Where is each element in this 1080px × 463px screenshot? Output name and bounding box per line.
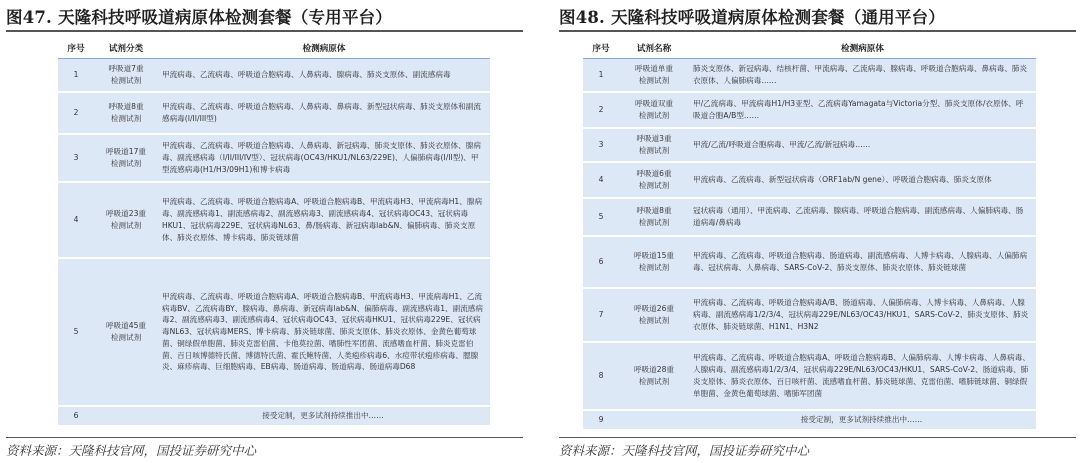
row-name: 呼吸道23重 检测试剂 — [94, 182, 158, 258]
row-name: 呼吸道7重 检测试剂 — [94, 58, 158, 92]
table-row — [58, 58, 490, 92]
right-header-name: 试剂名称 — [619, 42, 689, 58]
row-num: 6 — [583, 236, 619, 288]
row-pathogens: 甲流病毒、乙流病毒、呼吸道合胞病毒A、呼吸道合胞病毒B、人偏肺病毒、人博卡病毒、人鼻病毒、人腺病毒、副流感病毒1/2/3/4、冠状病毒229E/NL63/OC43/HKU1、SARS-CoV-2、肠道病毒、肺炎支原体、肺炎衣原体、百日咳杆菌、流感嗜血杆菌、肺炎链球菌、克雷伯菌、嗜肺链球菌、铜绿假单胞菌、金黄色葡萄球菌、嗜肺军团菌 — [689, 342, 1036, 410]
row-pathogens: 甲流病毒、乙流病毒、呼吸道合胞病毒、人鼻病毒、新冠病毒、肺炎支原体、肺炎衣原体、腺病毒、副流感病毒（I/II/III/IV型）、冠状病毒(OC43/HKU1/NL63/229E)、人偏肺病毒(I/II型)、甲型流感病毒(H1/H3/09H1)和博卡病毒 — [158, 134, 490, 182]
right-figure-title: 图48. 天隆科技呼吸道病原体检测套餐（通用平台） — [559, 8, 945, 27]
row-num: 3 — [583, 128, 619, 162]
right-table-header-row — [583, 42, 1036, 58]
table-row — [58, 134, 490, 182]
table-row — [58, 258, 490, 406]
row-name: 呼吸道3重 检测试剂 — [619, 128, 689, 162]
table-row — [583, 92, 1036, 128]
row-num: 5 — [583, 198, 619, 236]
right-header-pathogens: 检测病原体 — [689, 42, 1036, 58]
table-row — [58, 182, 490, 258]
left-footer-rule — [6, 437, 523, 438]
row-name: 呼吸道26重 检测试剂 — [619, 288, 689, 342]
row-num: 3 — [58, 134, 94, 182]
table-row — [58, 92, 490, 134]
table-row — [58, 406, 490, 426]
table-row — [583, 342, 1036, 410]
row-pathogens: 甲流病毒、乙流病毒、呼吸道合胞病毒、肠道病毒、副流感病毒、人博卡病毒、人腺病毒、人偏肺病毒、冠状病毒、人鼻病毒、SARS-CoV-2、肺炎支原体、肺炎衣原体、肺炎链球菌 — [689, 236, 1036, 288]
row-pathogens: 甲流病毒、乙流病毒、呼吸道合胞病毒A、呼吸道合胞病毒B、甲流病毒H3、甲流病毒H1、乙流病毒BV、乙流病毒BY、腺病毒、鼻病毒、新冠病毒lab&N、偏肺病毒、副流感病毒1、副流感病毒2、副流感病毒3、副流感病毒4、冠状病毒OC43、冠状病毒HKU1、冠状病毒229E、冠状病毒NL63、冠状病毒MERS、博卡病毒、肺炎链球菌、肺炎支原体、肺炎衣原体、金黄色葡萄球菌、铜绿假单胞菌、肺炎克雷伯菌、卡他莫拉菌、嗜肺性军团菌、流感嗜血杆菌、肺炎克雷伯菌、百日咳博德特氏菌、博德特氏菌、霍氏鲍特菌、人类疱疹病毒6、水痘带状疱疹病毒、腮腺炎、麻疹病毒、巨细胞病毒、EB病毒、肠道病毒、肠道病毒、肠道病毒D68 — [158, 258, 490, 406]
right-title-rule — [559, 30, 1076, 32]
row-name: 呼吸道17重 检测试剂 — [94, 134, 158, 182]
row-name: 呼吸道8重 检测试剂 — [619, 198, 689, 236]
row-pathogens: 甲流病毒、乙流病毒、呼吸道合胞病毒、人鼻病毒、鼻病毒、新型冠状病毒、肺炎支原体和副流感病毒(I/II/III型) — [158, 92, 490, 134]
right-test-table — [583, 42, 1036, 431]
row-pathogens: 甲流病毒、乙流病毒、新型冠状病毒（ORF1ab/N gene）、呼吸道合胞病毒、肺炎支原体 — [689, 162, 1036, 198]
left-test-table — [58, 42, 490, 427]
row-num: 2 — [58, 92, 94, 134]
row-num: 8 — [583, 342, 619, 410]
row-name — [619, 410, 689, 430]
row-pathogens: 甲流/乙流/呼吸道合胞病毒、甲流/乙流/新冠病毒…… — [689, 128, 1036, 162]
row-pathogens: 甲/乙流病毒、甲流病毒H1/H3亚型、乙流病毒Yamagata与Victoria分型、肺炎支原体/衣原体、呼吸道合胞A/B型…… — [689, 92, 1036, 128]
row-pathogens: 接受定制，更多试剂持续推出中…… — [689, 410, 1036, 430]
row-pathogens: 冠状病毒（通用）、甲流病毒、乙流病毒、腺病毒、呼吸道合胞病毒、副流感病毒、人偏肺病毒、肠道病毒/鼻病毒 — [689, 198, 1036, 236]
row-name: 呼吸道8重 检测试剂 — [94, 92, 158, 134]
table-row — [583, 288, 1036, 342]
row-num: 6 — [58, 406, 94, 426]
right-header-num: 序号 — [583, 42, 619, 58]
left-header-category: 试剂分类 — [94, 42, 158, 58]
row-num: 1 — [58, 58, 94, 92]
row-pathogens: 肺炎支原体、新冠病毒、结核杆菌、甲流病毒、乙流病毒、腺病毒、呼吸道合胞病毒、鼻病毒、肺炎衣原体、人偏肺病毒…… — [689, 58, 1036, 92]
left-source-note: 资料来源：天隆科技官网，国投证券研究中心 — [6, 443, 257, 458]
left-figure-panel — [0, 0, 527, 463]
row-name — [94, 406, 158, 426]
right-figure-panel — [553, 0, 1080, 463]
row-name: 呼吸道15重 检测试剂 — [619, 236, 689, 288]
table-row — [583, 128, 1036, 162]
table-row — [583, 236, 1036, 288]
left-header-pathogens: 检测病原体 — [158, 42, 490, 58]
row-name: 呼吸道45重 检测试剂 — [94, 258, 158, 406]
table-row — [583, 162, 1036, 198]
row-num: 4 — [58, 182, 94, 258]
left-table-header-row — [58, 42, 490, 58]
table-row — [583, 198, 1036, 236]
right-source-note: 资料来源：天隆科技官网，国投证券研究中心 — [559, 443, 810, 458]
row-name: 呼吸道6重 检测试剂 — [619, 162, 689, 198]
row-num: 4 — [583, 162, 619, 198]
row-num: 5 — [58, 258, 94, 406]
table-row — [583, 58, 1036, 92]
table-row — [583, 410, 1036, 430]
row-num: 7 — [583, 288, 619, 342]
row-name: 呼吸道双重 检测试剂 — [619, 92, 689, 128]
left-figure-title: 图47. 天隆科技呼吸道病原体检测套餐（专用平台） — [6, 8, 392, 27]
row-pathogens: 甲流病毒、乙流病毒、呼吸道合胞病毒A/B、肠道病毒、人偏肺病毒、人博卡病毒、人鼻病毒、人腺病毒、副流感病毒1/2/3/4、冠状病毒229E/NL63/OC43/HKU1、SARS-CoV-2、肺炎支原体、肺炎衣原体、肺炎链球菌、H1N1、H3N2 — [689, 288, 1036, 342]
row-num: 2 — [583, 92, 619, 128]
row-name: 呼吸道28重 检测试剂 — [619, 342, 689, 410]
right-footer-rule — [559, 437, 1076, 438]
left-title-rule — [6, 30, 523, 32]
row-num: 9 — [583, 410, 619, 430]
row-pathogens: 甲流病毒、乙流病毒、呼吸道合胞病毒、人鼻病毒、腺病毒、肺炎支原体、副流感病毒 — [158, 58, 490, 92]
row-name: 呼吸道单重 检测试剂 — [619, 58, 689, 92]
row-num: 1 — [583, 58, 619, 92]
left-header-num: 序号 — [58, 42, 94, 58]
row-pathogens: 接受定制，更多试剂持续推出中…… — [158, 406, 490, 426]
row-pathogens: 甲流病毒、乙流病毒、呼吸道合胞病毒A、呼吸道合胞病毒B、甲流病毒H3、甲流病毒H1、腺病毒、副流感病毒1、副流感病毒2、副流感病毒3、副流感病毒4、冠状病毒OC43、冠状病毒HKU1、冠状病毒229E、冠状病毒NL63、鼻/肠病毒、新冠病毒lab&N、偏肺病毒、肺炎支原体、肺炎衣原体、博卡病毒、肺炎链球菌 — [158, 182, 490, 258]
